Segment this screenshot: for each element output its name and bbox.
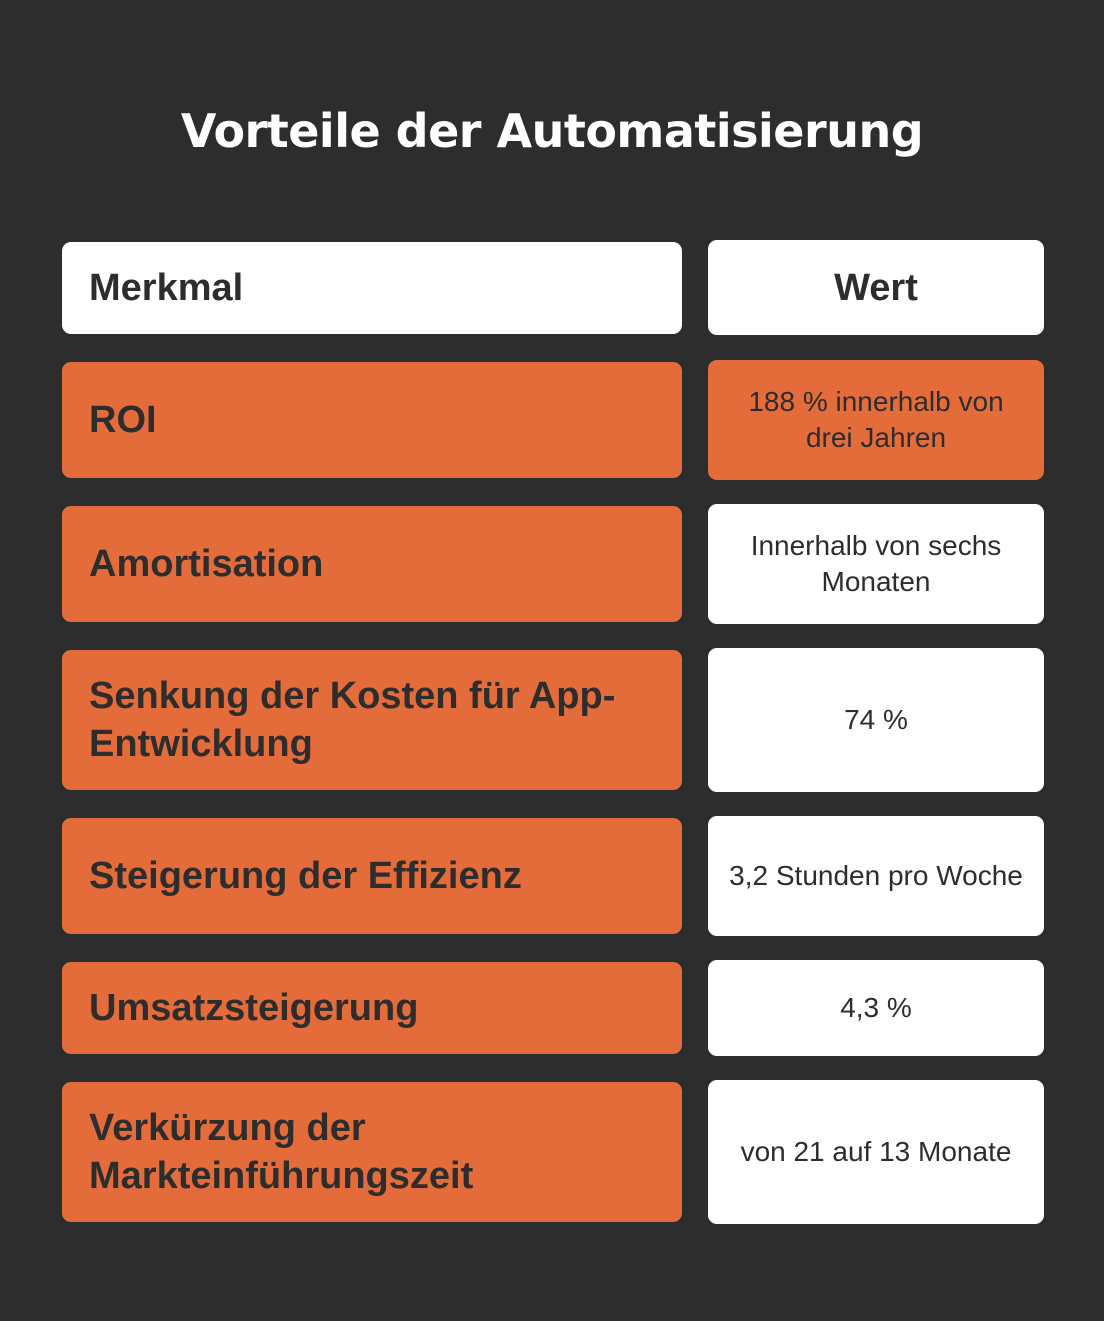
- row-roi-value-cell: [708, 360, 1044, 480]
- row-kostensenkung-label-cell: [62, 650, 682, 790]
- header-value: Wert: [834, 266, 918, 309]
- row-amortisation-value-cell: [708, 504, 1044, 624]
- row-label: Steigerung der Effizienz: [89, 855, 522, 897]
- row-amortisation-label-cell: [62, 506, 682, 622]
- header-label-cell: [62, 242, 682, 334]
- row-effizienz-value-cell: [708, 816, 1044, 936]
- row-label: ROI: [89, 399, 157, 441]
- row-label: Umsatzsteigerung: [89, 987, 419, 1029]
- row-markteinfuehrung-label-cell: [62, 1082, 682, 1222]
- row-label: Amortisation: [89, 543, 324, 585]
- row-label: Senkung der Kosten für App-Entwicklung: [89, 675, 616, 765]
- page-title: Vorteile der Automatisierung: [180, 104, 924, 158]
- row-effizienz-label-cell: [62, 818, 682, 934]
- row-markteinfuehrung-value-cell: [708, 1080, 1044, 1224]
- row-value: von 21 auf 13 Monate: [740, 1136, 1012, 1167]
- row-umsatz-value-cell: [708, 960, 1044, 1056]
- row-label: Verkürzung der Markteinführungszeit: [89, 1107, 474, 1197]
- row-value: 74 %: [844, 704, 908, 735]
- row-value: Innerhalb von sechs Monaten: [750, 530, 1002, 597]
- header-value-cell: [708, 240, 1044, 335]
- row-roi-label-cell: [62, 362, 682, 478]
- row-kostensenkung-value-cell: [708, 648, 1044, 792]
- row-value: 3,2 Stunden pro Woche: [729, 860, 1023, 891]
- header-label: Merkmal: [89, 267, 244, 309]
- row-value: 188 % innerhalb von drei Jahren: [748, 386, 1004, 453]
- row-umsatz-label-cell: [62, 962, 682, 1054]
- row-value: 4,3 %: [840, 992, 912, 1023]
